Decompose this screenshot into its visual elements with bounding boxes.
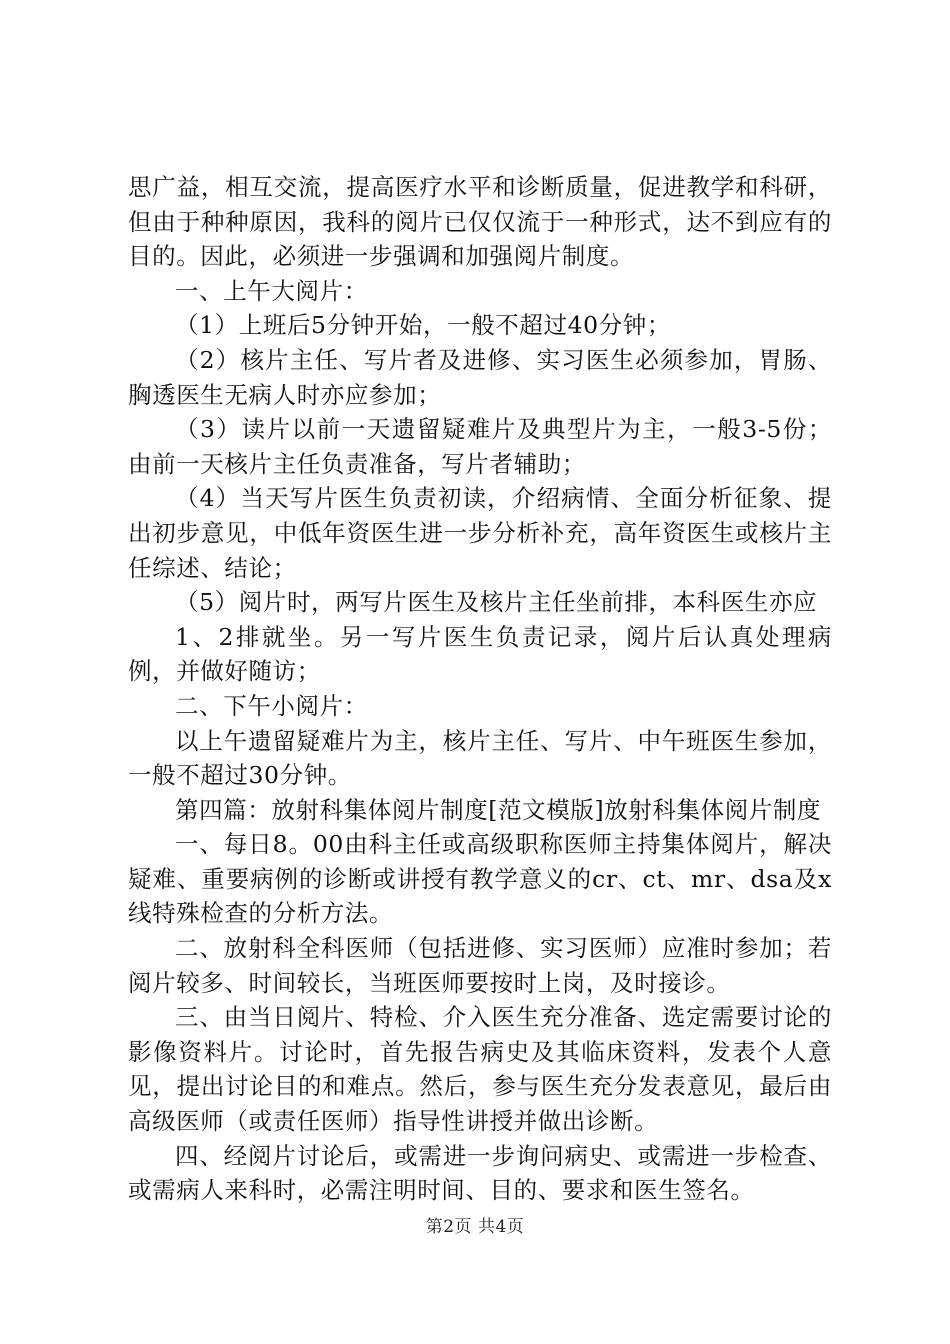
document-body	[128, 170, 832, 1208]
paragraph: 以上午遗留疑难片为主，核片主任、写片、中午班医生参加，一般不超过30分钟。	[128, 726, 832, 790]
paragraph: 一、上午大阅片：	[175, 276, 368, 305]
paragraph: （4）当天写片医生负责初读，介绍病情、全面分析征象、提出初步意见，中低年资医生进一步分析补充，高年资医生或核片主任综述、结论；	[128, 484, 832, 582]
paragraph: 一、每日8。00由科主任或高级职称医师主持集体阅片，解决疑难、重要病例的诊断或讲授有教学意义的cr、ct、mr、dsa及x线特殊检查的分析方法。	[128, 830, 832, 928]
paragraph: 二、下午小阅片：	[175, 691, 368, 720]
paragraph: 1、2排就坐。另一写片医生负责记录，阅片后认真处理病例，并做好随访；	[128, 622, 832, 686]
paragraph: 四、经阅片讨论后，或需进一步询问病史、或需进一步检查、或需病人来科时，必需注明时间、目的、要求和医生签名。	[128, 1141, 832, 1205]
paragraph: 三、由当日阅片、特检、介入医生充分准备、选定需要讨论的影像资料片。讨论时，首先报告病史及其临床资料，发表个人意见，提出讨论目的和难点。然后，参与医生充分发表意见，最后由高级医师（或责任医师）指导性讲授并做出诊断。	[128, 1003, 832, 1136]
paragraph: （1）上班后5分钟开始，一般不超过40分钟；	[175, 311, 672, 340]
page-number: 第2页 共4页	[425, 1217, 525, 1237]
paragraph: 二、放射科全科医师（包括进修、实习医师）应准时参加；若阅片较多、时间较长，当班医师要按时上岗，及时接诊。	[128, 934, 832, 997]
section-heading: 第四篇：放射科集体阅片制度[范文模版]放射科集体阅片制度	[175, 795, 822, 824]
paragraph: （3）读片以前一天遗留疑难片及典型片为主，一般3-5份；由前一天核片主任负责准备，写片者辅助；	[128, 415, 832, 478]
paragraph: （2）核片主任、写片者及进修、实习医生必须参加，胃肠、胸透医生无病人时亦应参加；	[128, 345, 832, 409]
paragraph: （5）阅片时，两写片医生及核片主任坐前排，本科医生亦应	[175, 588, 818, 617]
paragraph: 思广益，相互交流，提高医疗水平和诊断质量，促进教学和科研，但由于种种原因，我科的阅片已仅仅流于一种形式，达不到应有的目的。因此，必须进一步强调和加强阅片制度。	[128, 173, 832, 271]
